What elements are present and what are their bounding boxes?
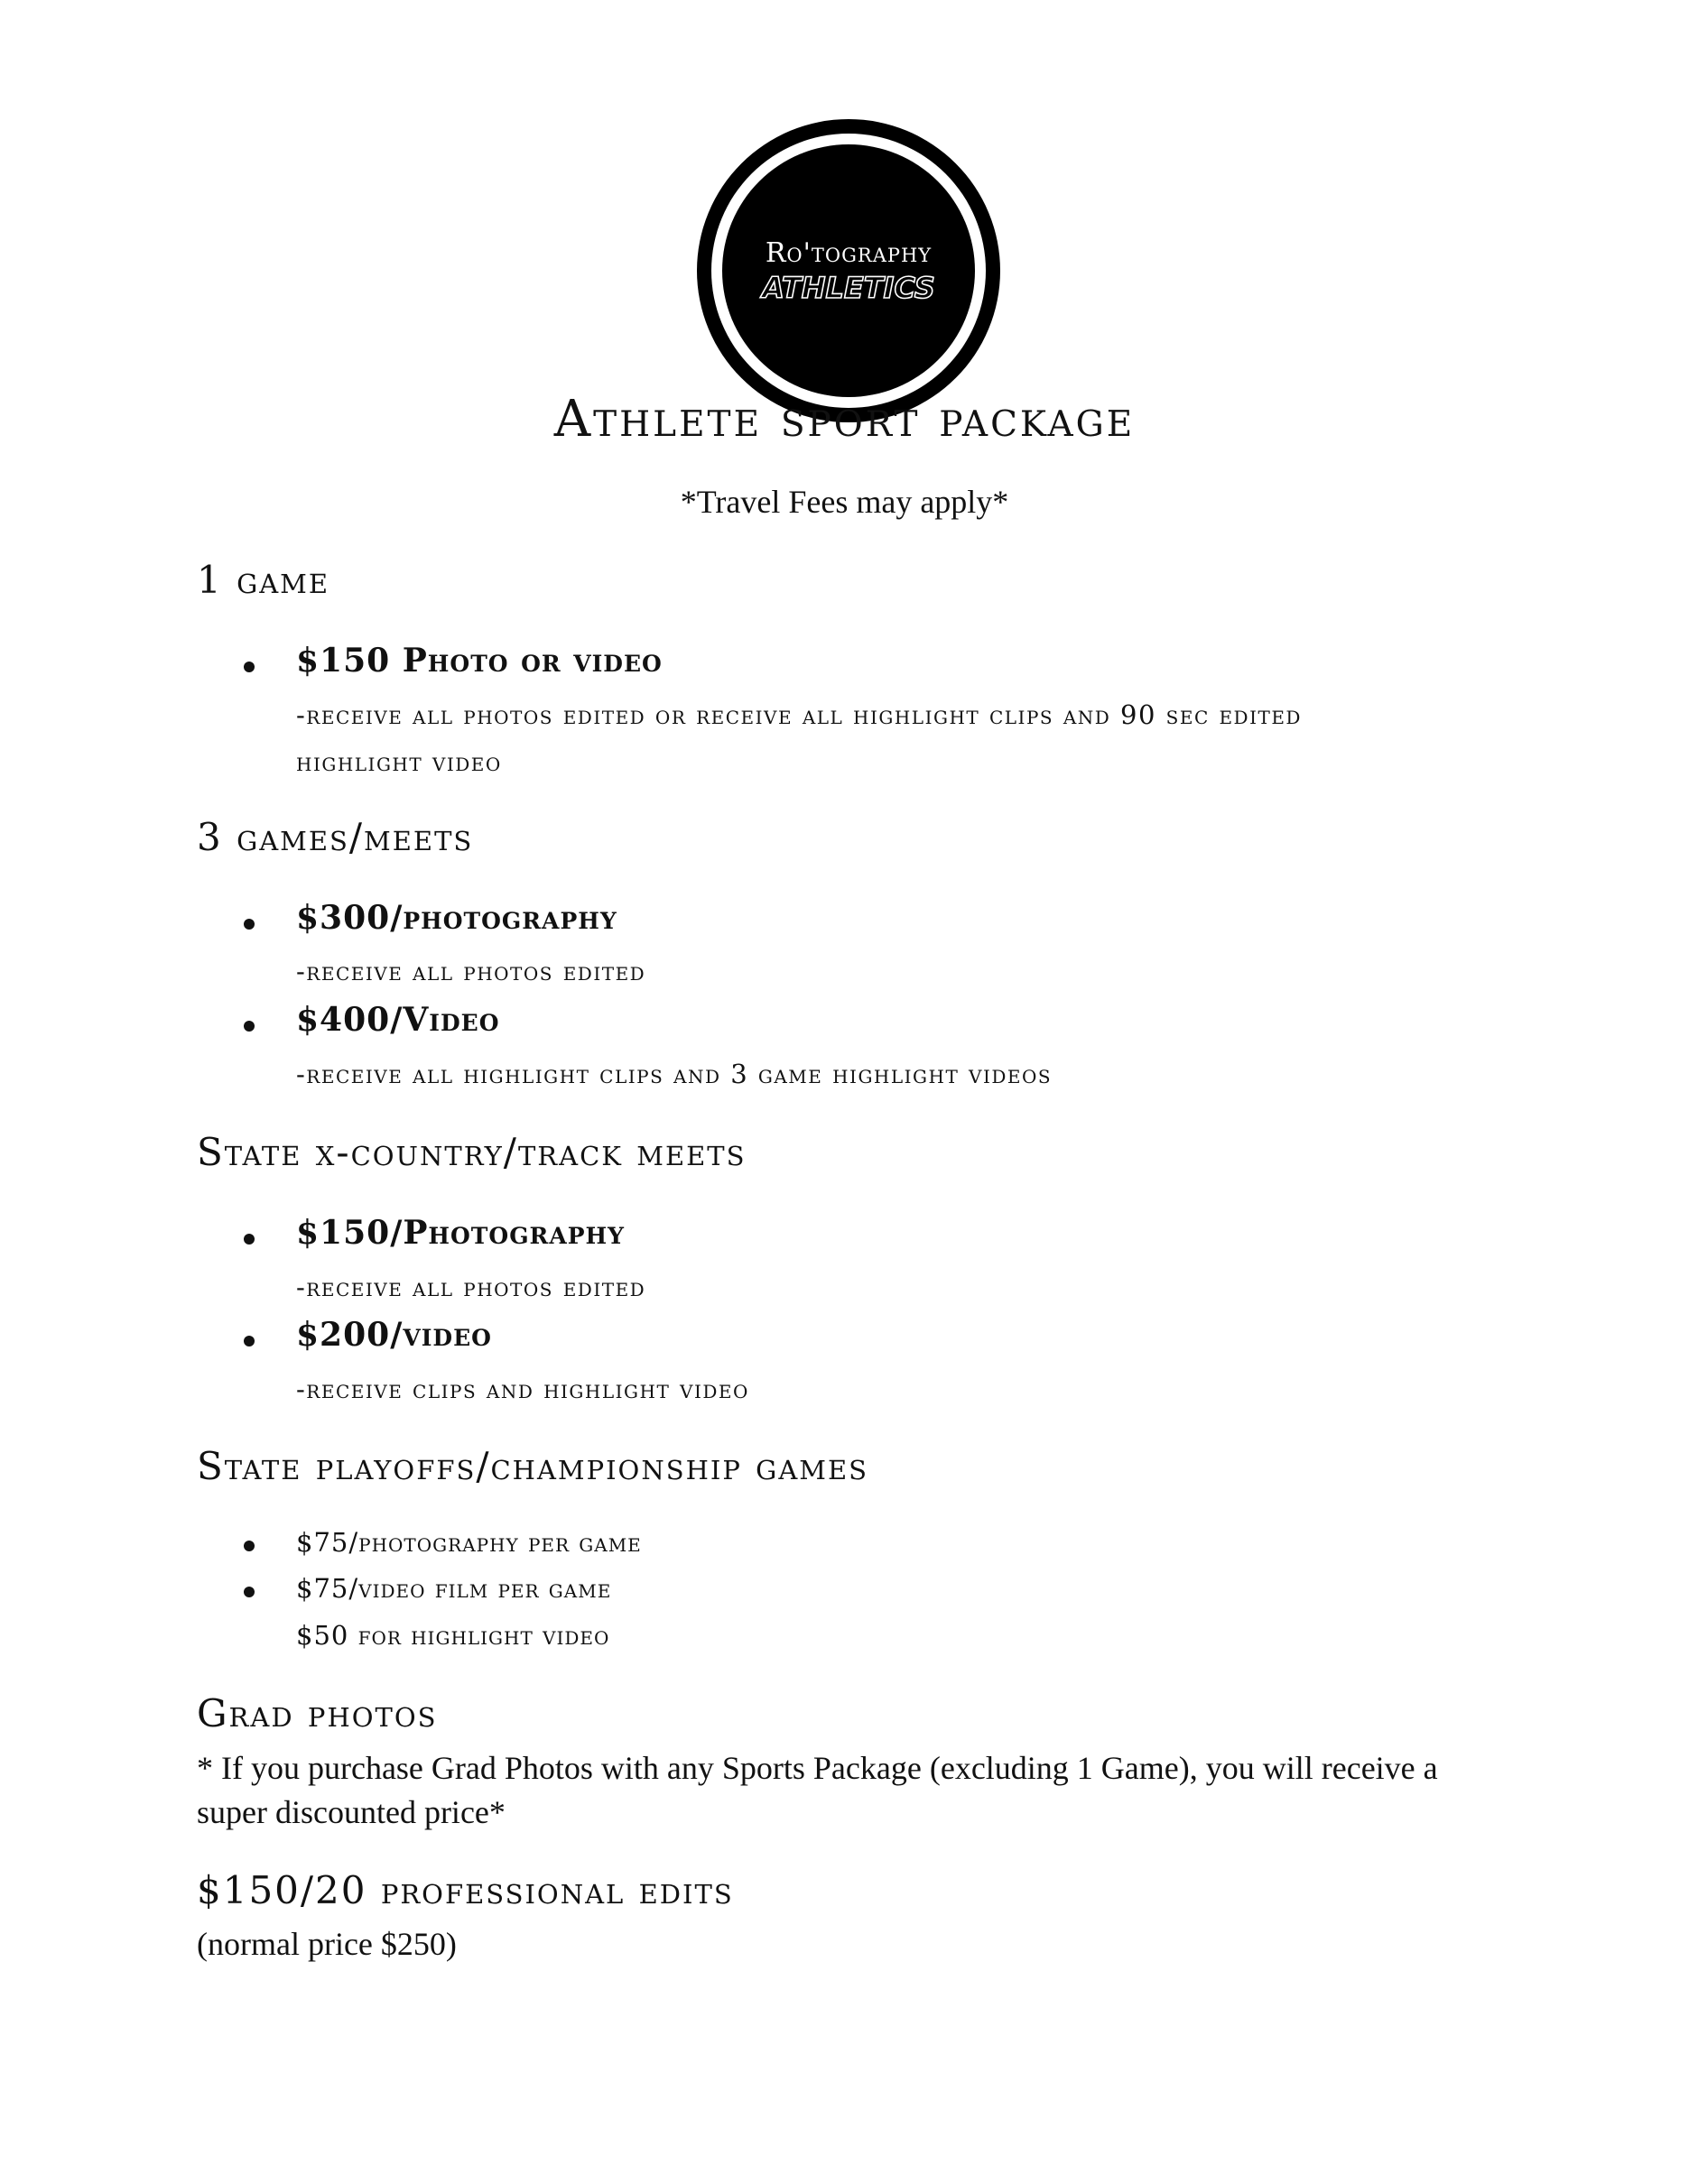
package-playoffs-video-label: $75/video film per game bbox=[296, 1573, 612, 1604]
package-state-xc-photo-desc: -receive all photos edited bbox=[296, 1272, 646, 1302]
travel-fee-note: *Travel Fees may apply* bbox=[680, 484, 1009, 520]
package-playoffs-photo-label: $75/photography per game bbox=[296, 1527, 642, 1558]
section-heading-1-game: 1 game bbox=[197, 558, 330, 602]
package-3-games-photo-label: $300/photography bbox=[296, 899, 617, 937]
bullet-icon bbox=[244, 919, 255, 930]
bullet-icon bbox=[244, 1336, 255, 1346]
package-3-games-video-desc: -receive all highlight clips and 3 game highlight videos bbox=[296, 1059, 1053, 1089]
package-3-games-photo-desc: -receive all photos edited bbox=[296, 956, 646, 986]
package-state-xc-video-desc: -receive clips and highlight video bbox=[296, 1374, 749, 1404]
grad-photos-note-line2: super discounted price* bbox=[197, 1794, 506, 1830]
logo bbox=[695, 117, 1002, 424]
package-playoffs-highlight-desc: $50 for highlight video bbox=[296, 1620, 610, 1651]
package-1-game-desc-line2: highlight video bbox=[296, 746, 502, 777]
package-state-xc-video-label: $200/video bbox=[296, 1316, 492, 1354]
section-heading-state-playoffs: State playoffs/championship games bbox=[197, 1444, 869, 1488]
page-title: Athlete sport package bbox=[553, 390, 1136, 449]
grad-photos-note-line1: * If you purchase Grad Photos with any Sports Package (excluding 1 Game), you will receive a bbox=[197, 1750, 1438, 1786]
logo-wordmark: Ro'tography bbox=[765, 237, 933, 269]
section-heading-grad-photos: Grad photos bbox=[197, 1691, 438, 1735]
grad-photos-note bbox=[197, 1746, 1438, 1835]
professional-edits-note: (normal price $250) bbox=[197, 1926, 457, 1962]
package-state-xc-photo-label: $150/Photography bbox=[296, 1214, 625, 1252]
package-1-game-desc bbox=[296, 691, 1302, 785]
bullet-icon bbox=[244, 1021, 255, 1032]
bullet-icon bbox=[244, 662, 255, 672]
logo-badge bbox=[695, 117, 1002, 424]
package-3-games-video-label: $400/Video bbox=[296, 1001, 500, 1039]
section-heading-state-xc: State x-country/track meets bbox=[197, 1130, 747, 1174]
section-heading-professional-edits: $150/20 professional edits bbox=[197, 1868, 734, 1912]
section-heading-3-games: 3 games/meets bbox=[197, 815, 474, 859]
bullet-icon bbox=[244, 1234, 255, 1245]
logo-athletics-text: ATHLETICS bbox=[762, 271, 935, 305]
bullet-icon bbox=[244, 1587, 255, 1597]
bullet-icon bbox=[244, 1541, 255, 1551]
package-1-game-label: $150 Photo or video bbox=[296, 642, 663, 680]
package-1-game-desc-line1: -receive all photos edited or receive all highlight clips and 90 sec edited bbox=[296, 699, 1302, 730]
